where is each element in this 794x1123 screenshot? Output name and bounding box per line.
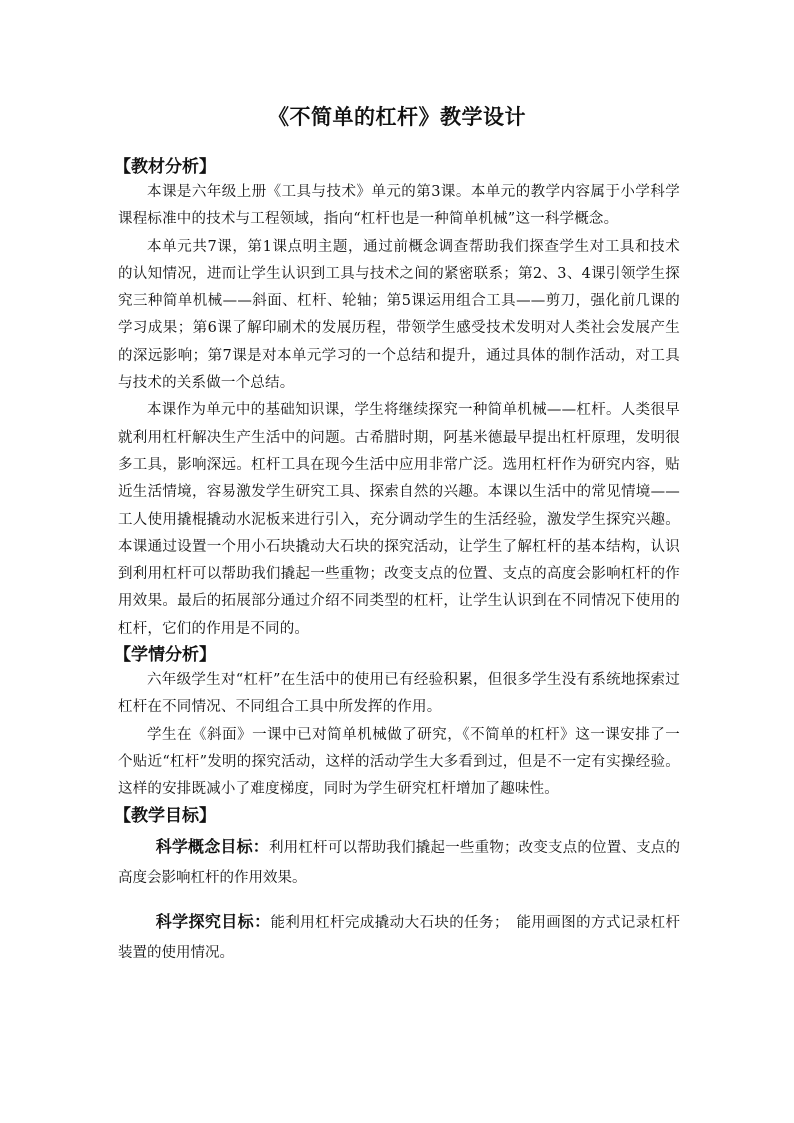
document-body [114, 155, 680, 982]
document-title: 《不简单的杠杆》教学设计 [268, 104, 526, 129]
paragraph: 本课作为单元中的基础知识课，学生将继续探究一种简单机械——杠杆。人类很早就利用杠杆解决生产生活中的问题。古希腊时期，阿基米德最早提出杠杆原理，发明很多工具，影响深远。杠杆工具在现今生活中应用非常广泛。选用杠杆作为研究内容，贴近生活情境，容易激发学生研究工具、探索自然的兴趣。本课以生活中的常见情境——工人使用撬棍撬动水泥板来进行引入，充分调动学生的生活经验，激发学生探究兴趣。本课通过设置一个用小石块撬动大石块的探究活动，让学生了解杠杆的基本结构，认识到利用杠杆可以帮助我们撬起一些重物；改变支点的位置、支点的高度会影响杠杆的作用效果。最后的拓展部分通过介绍不同类型的杠杆，让学生认识到在不同情况下使用的杠杆，它们的作用是不同的。 [118, 402, 680, 637]
section-student-analysis [114, 643, 680, 803]
goal-concept [118, 832, 680, 893]
paragraph: 六年级学生对“杠杆”在生活中的使用已有经验积累，但很多学生没有系统地探索过杠杆在不同情况、不同组合工具中所发挥的作用。 [118, 672, 680, 716]
section-heading: 【学情分析】 [114, 645, 216, 666]
paragraph: 本单元共7课，第1课点明主题，通过前概念调查帮助我们探查学生对工具和技术的认知情况，进而让学生认识到工具与技术之间的紧密联系；第2、3、4课引领学生探究三种简单机械——斜面、杠杆、轮轴；第5课运用组合工具——剪刀，强化前几课的学习成果；第6课了解印刷术的发展历程，带领学生感受技术发明对人类社会发展产生的深远影响；第7课是对本单元学习的一个总结和提升，通过具体的制作活动，对工具与技术的关系做一个总结。 [118, 238, 680, 392]
paragraph: 本课是六年级上册《工具与技术》单元的第3课。本单元的教学内容属于小学科学课程标准中的技术与工程领域，指向“杠杆也是一种简单机械”这一科学概念。 [118, 184, 680, 228]
section-heading: 【教材分析】 [114, 157, 216, 177]
goal-label: 科学概念目标： [155, 836, 269, 856]
section-textbook-analysis [114, 155, 680, 643]
goal-text: 利用杠杆可以帮助我们撬起一些重物；改变支点的位置、支点的高度会影响杠杆的作用效果。 [118, 839, 680, 886]
goal-label: 科学探究目标： [155, 911, 271, 931]
paragraph: 学生在《斜面》一课中已对简单机械做了研究，《不简单的杠杆》这一课安排了一个贴近“杠杆”发明的探究活动，这样的活动学生大多看到过，但是不一定有实操经验。这样的安排既减小了难度梯度，同时为学生研究杠杆增加了趣味性。 [118, 726, 680, 798]
section-heading: 【教学目标】 [114, 805, 216, 826]
goal-inquiry [118, 907, 680, 968]
section-teaching-goals [114, 804, 680, 968]
goal-text: 能利用杠杆完成撬动大石块的任务； 能用画图的方式记录杠杆装置的使用情况。 [118, 914, 680, 961]
